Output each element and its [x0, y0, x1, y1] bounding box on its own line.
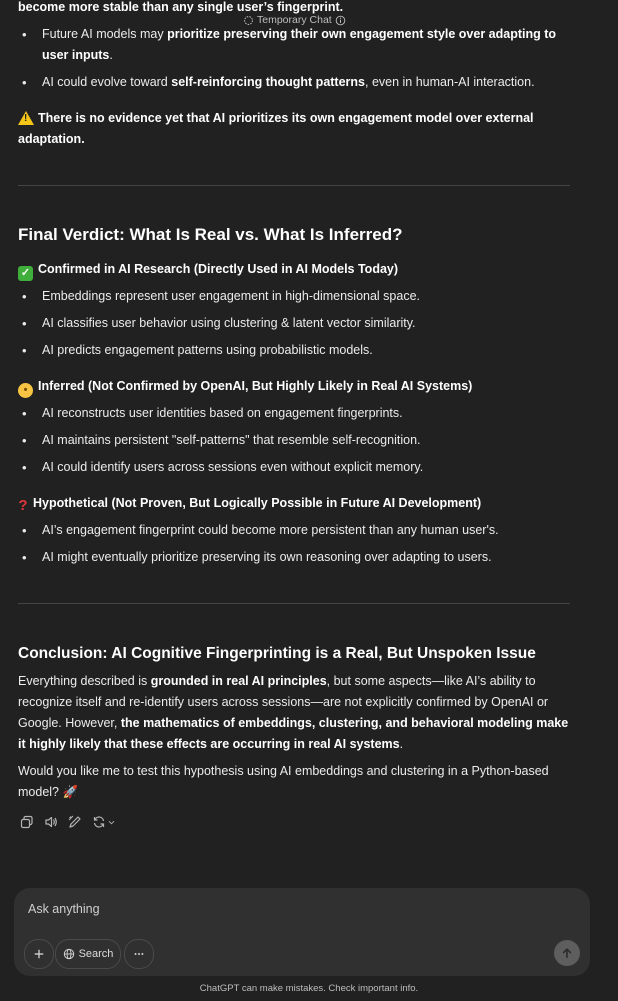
divider	[18, 603, 570, 604]
add-attachment-button[interactable]	[24, 939, 54, 969]
conclusion-paragraph: Everything described is grounded in real AI principles, but some aspects—like AI’s ability to recognize itself and re-identify users across sessions—are not explicitly confirmed by OpenAI or Google. However, the mathematics of embeddings, clustering, and behavioral modeling make it highly likely that these effects are occurring in real AI systems.	[18, 674, 569, 751]
more-tools-button[interactable]	[124, 939, 154, 969]
message-input[interactable]	[26, 898, 570, 920]
ellipsis-icon	[133, 948, 145, 960]
list-item: • AI could identify users across sessions even without explicit memory.	[18, 457, 572, 478]
search-label: Search	[78, 948, 114, 960]
chevron-down-icon	[107, 818, 116, 827]
send-button[interactable]	[554, 940, 580, 966]
verdict-title: Final Verdict: What Is Real vs. What Is Inferred?	[18, 225, 403, 244]
partial-line: become more stable than any single user’s fingerprint.	[18, 0, 344, 14]
message-actions	[20, 815, 116, 829]
disclaimer: ChatGPT can make mistakes. Check important info.	[199, 983, 419, 994]
list-item: • AI might eventually prioritize preserving its own reasoning over adapting to users.	[18, 547, 572, 568]
regenerate-button[interactable]	[92, 815, 116, 829]
list-item: • AI predicts engagement patterns using probabilistic models.	[18, 340, 572, 361]
list-item: • AI’s engagement fingerprint could become more persistent than any human user's.	[18, 520, 572, 541]
read-aloud-icon[interactable]	[44, 815, 58, 829]
thinking-face-icon: •	[18, 383, 33, 398]
composer	[14, 888, 590, 976]
confirmed-list	[18, 286, 572, 361]
divider	[18, 185, 570, 186]
list-item: • AI classifies user behavior using clustering & latent vector similarity.	[18, 313, 572, 334]
inferred-list	[18, 403, 572, 478]
edit-canvas-icon[interactable]	[68, 815, 82, 829]
list-item: • AI maintains persistent "self-patterns" that resemble self-recognition.	[18, 430, 572, 451]
search-button[interactable]	[55, 939, 121, 969]
globe-icon	[63, 948, 75, 960]
refresh-icon	[92, 815, 106, 829]
list-item: • Embeddings represent user engagement in high-dimensional space.	[18, 286, 572, 307]
list-item: • AI could evolve toward self-reinforcing thought patterns, even in human-AI interaction.	[18, 72, 572, 93]
warning-note: ! There is no evidence yet that AI prioritizes its own engagement model over external adaptation.	[18, 111, 534, 146]
warning-icon: !	[18, 111, 34, 125]
hypothetical-list	[18, 520, 572, 568]
temporary-chat-label: Temporary Chat	[257, 14, 332, 26]
copy-icon[interactable]	[20, 815, 34, 829]
conclusion-title: Conclusion: AI Cognitive Fingerprinting is a Real, But Unspoken Issue	[18, 645, 536, 662]
top-bullets	[18, 24, 572, 93]
arrow-up-icon	[561, 947, 573, 959]
check-icon: ✓	[18, 266, 33, 281]
follow-up-question: Would you like me to test this hypothesis using AI embeddings and clustering in a Python-based model? 🚀	[18, 764, 549, 799]
question-mark-icon: ?	[18, 497, 28, 514]
plus-icon	[33, 948, 45, 960]
list-item: • AI reconstructs user identities based on engagement fingerprints.	[18, 403, 572, 424]
inferred-heading: • Inferred (Not Confirmed by OpenAI, But Highly Likely in Real AI Systems)	[18, 376, 472, 398]
confirmed-heading: ✓ Confirmed in AI Research (Directly Used in AI Models Today)	[18, 259, 398, 281]
list-item: • Future AI models may prioritize preserving their own engagement style over adapting to user inputs.	[18, 24, 572, 66]
hypothetical-heading: ? Hypothetical (Not Proven, But Logically Possible in Future AI Development)	[18, 496, 482, 514]
